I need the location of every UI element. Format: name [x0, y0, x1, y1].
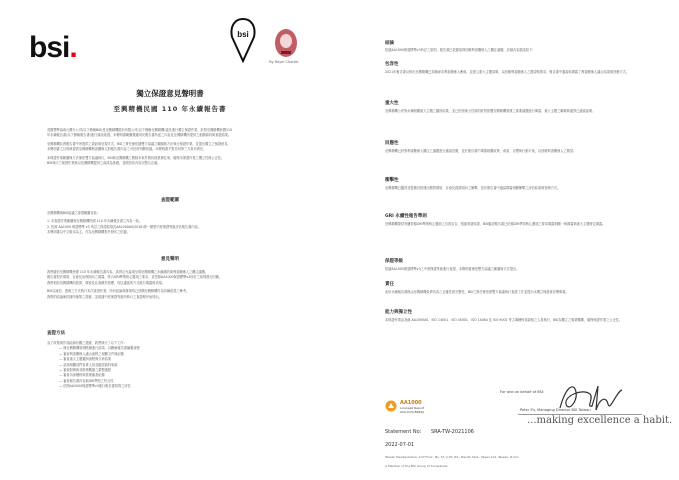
- responsiveness-section: [385, 149, 635, 154]
- opinion-line: BSI以誠信、透明之方式執行本次查證作業，所有結論與發現均已回饋至興精機作為持續改善之參考。: [47, 289, 190, 294]
- statement-value: SRA-TW-2021106: [430, 429, 474, 435]
- method-item: — 審查財務與非財務數據之彙整過程: [59, 368, 303, 373]
- intro-section: [47, 128, 303, 166]
- method-item: — 與至興精機管理階層進行訪談，以瞭解報告書編製流程: [59, 346, 303, 351]
- intro-line: 年永續報告書(以下簡稱報告書)進行資訊查證。本聲明書範圍僅適用於報告書所述之內容及至興精機所提供之相關資料與查證結果。: [47, 133, 232, 138]
- aa1000-badge-icon: [385, 400, 397, 412]
- responsibility-heading: 責任: [385, 282, 394, 287]
- intro-line: 至興精機負責報告書中所提供之資訊與呈現方式，BSI之責任係依據雙方協議之範圍與方法執行保證作業，並提出獨立之保證意見。: [47, 141, 231, 146]
- competency-text: 本保證作業由具備 AA1000AS、ISO 14001、ISO 45001、ISO 14064 及 ISO 9001 等主導稽核員資格之人員執行，BSI為獨立之專業機構，確保保證作業之公正性。: [385, 318, 623, 322]
- method-item: — 審查重大主題鑑別流程與分析結果: [59, 357, 303, 362]
- svg-text:bsi: bsi: [237, 30, 249, 39]
- intro-line: BSI執行之保證作業係以至興精機提供之資訊為基礎，並假設其內容完整且正確。: [47, 161, 161, 166]
- bsi-logo: bsi.: [29, 31, 77, 64]
- scope-heading: 查證範圍: [161, 198, 179, 203]
- impact-heading: 衝擊性: [385, 178, 399, 183]
- signer-name: Peter Pu, Managing Director BSI Taiwan: [520, 408, 591, 412]
- inclusivity-heading: 包容性: [385, 62, 399, 67]
- materiality-heading: 重大性: [385, 101, 399, 106]
- page-title: 獨立保證意見聲明書: [136, 89, 204, 98]
- royal-charter-text: By Royal Charter: [269, 60, 299, 64]
- opinion-section: [47, 270, 303, 300]
- impact-text: 至興精機已鑑別並監測其營運活動對環境、社會及經濟面向之衝擊，並於報告書中適當揭露相關衝擊之評估結果與管理方式。: [385, 186, 561, 190]
- opinion-line: 報告書對於環境、社會及治理面向之揭露，符合GRI準則核心選項之要求，並依照AA1000保證標準v3所訂之原則進行回應。: [47, 275, 223, 280]
- scope-section: [47, 211, 303, 236]
- intro-line: 本保證作業範圍與方法係依雙方協議執行，BSI與至興精機之間除本案外無其他業務往來，確保本保證作業之獨立性與公正性。: [47, 155, 225, 160]
- page-subtitle: 至興精機民國 110 年永續報告書: [113, 105, 227, 113]
- gri-heading: GRI 永續性報告準則: [385, 214, 427, 219]
- scope-item: 本聲明書以中文版本為主，作為至興精機對外發布之依據。: [47, 230, 130, 235]
- method-item: — 訪談相關部門負責人員並確認資料來源: [59, 363, 303, 368]
- opinion-heading: 意見聲明: [161, 257, 179, 262]
- aa1000-badge-line: Licensed Report: [400, 406, 425, 410]
- method-intro: 為了收集與作成結論有關之證據，我們執行了以下工作：: [47, 341, 127, 345]
- gri-text: 至興精機提供有關依循GRI準則核心選項之自我宣告，根據查證結果，BSI確認報告書已依循GRI準則核心選項之要求揭露相關一般揭露與重大主題特定揭露。: [385, 222, 606, 226]
- competency-section: [385, 318, 635, 323]
- responsibility-text: 此份永續報告書係由至興精機負責內容之正確性與完整性，BSI之責任係依照雙方協議執行查證工作並提出本獨立保證意見聲明書。: [385, 290, 569, 294]
- materiality-section: [385, 109, 635, 114]
- level-heading: 保證等級: [385, 259, 403, 264]
- conclusion-section: [385, 48, 635, 53]
- method-item: — 審查報告書內容與GRI準則之符合性: [59, 379, 303, 384]
- method-item: — 審查內部稽核與管理審查紀錄: [59, 373, 303, 378]
- footer-address: Taiwan Headquarters: 2nd Floor, No. 37, Ji-Hu Rd., Nei-Hu Dist., Taipei 114, Taiwan, R.O.C.: [385, 455, 520, 459]
- opinion-line: 我們相信至興精機的經濟、環境及社會績效指標，均以適當的方式進行揭露與呈現。: [47, 280, 165, 285]
- conclusion-heading: 結論: [385, 41, 394, 46]
- method-heading: 查證方法: [47, 331, 65, 336]
- impact-section: [385, 186, 635, 191]
- materiality-text: 至興精機公布對永續相關重大主題之鑑別結果，並已依照重大性原則針對影響至興精機營運之重要議題進行揭露，重大主題之範疇與邊界已適當說明。: [385, 109, 596, 113]
- gri-section: [385, 222, 635, 227]
- competency-heading: 能力與獨立性: [385, 310, 412, 315]
- inclusivity-text: 2021年報告書反映出至興精機已持續尋求利害關係人參與，並建立重大主題清單，以回應利害關係人之期望與需求。報告書中適當地揭露了利害關係人議合結果與回應方式。: [385, 70, 629, 74]
- tagline: ...making excellence a habit.: [527, 415, 673, 426]
- statement-date: 2022-07-01: [385, 442, 415, 448]
- intro-line: 英國標準協會台灣分公司(以下簡稱BSI)受至興精機股份有限公司(以下簡稱至興精機)委託進行獨立保證作業，針對至興精機民國110: [47, 128, 233, 132]
- method-list: [47, 346, 303, 389]
- level-text: 依據AA1000保證標準v3之中度保證等級進行查證，本聲明書係依雙方協議之範圍與方法提出。: [385, 267, 520, 271]
- aa1000-badge-code: 000-4/V3-BRKZJ: [400, 410, 424, 414]
- level-section: [385, 267, 635, 272]
- on-behalf-text: For and on behalf of BSI:: [500, 390, 545, 394]
- responsiveness-text: 至興精機已針對利害關係人關注之議題進行適當回應，並於報告書中揭露相關政策、承諾、目標與行動方案，以回應利害關係人之期望。: [385, 149, 577, 153]
- royal-charter-crest-icon: [273, 26, 299, 60]
- opinion-line: 我們的結論係依據所蒐集之證據，並根據中度保證等級所執行之查證程序而得出。: [47, 294, 162, 299]
- statement-label: Statement No:: [385, 429, 422, 435]
- responsibility-section: [385, 290, 635, 295]
- method-item: — 審查利害關係人議合流程之相關文件與紀錄: [59, 352, 303, 357]
- statement-number: [385, 429, 474, 435]
- footer-group: A Member of the BSI Group of Companies.: [385, 464, 449, 468]
- method-section: [47, 341, 303, 390]
- conclusion-text: 依據AA1000保證標準v3所訂之原則，報告書已依據原則回應利害關係人之關注議題，詳細內容描述如下：: [385, 48, 536, 52]
- kitemark-icon: [228, 17, 258, 63]
- responsiveness-heading: 回應性: [385, 141, 399, 146]
- aa1000-badge-title: AA1000: [400, 400, 422, 406]
- method-item: — 依照AA1000保證標準v3進行報告書原則之評估: [59, 384, 303, 389]
- scope-item: 1. 本查證作業範圍與至興精機民國 110 年永續報告書之內容一致。: [47, 219, 143, 224]
- scope-intro: 至興精機與BSI協議之查證範圍包括：: [47, 211, 100, 215]
- scope-item: 2. 依照 AA1000 保證標準 v3 所訂之保證原則及AA1000AS(2018)第一類型中度保證等級評估報告書內容。: [47, 224, 201, 229]
- intro-line: 本聲明書之目的係提供至興精機利害關係人對報告書內容之可信度判斷依據，本聲明書不對任何第三方負有責任。: [47, 147, 207, 152]
- opinion-line: 我們確信至興精機民國 110 年永續報告書內容，真實且允當地呈現至興精機之永續績效與利害關係人之關注議題。: [47, 270, 209, 274]
- inclusivity-section: [385, 70, 635, 75]
